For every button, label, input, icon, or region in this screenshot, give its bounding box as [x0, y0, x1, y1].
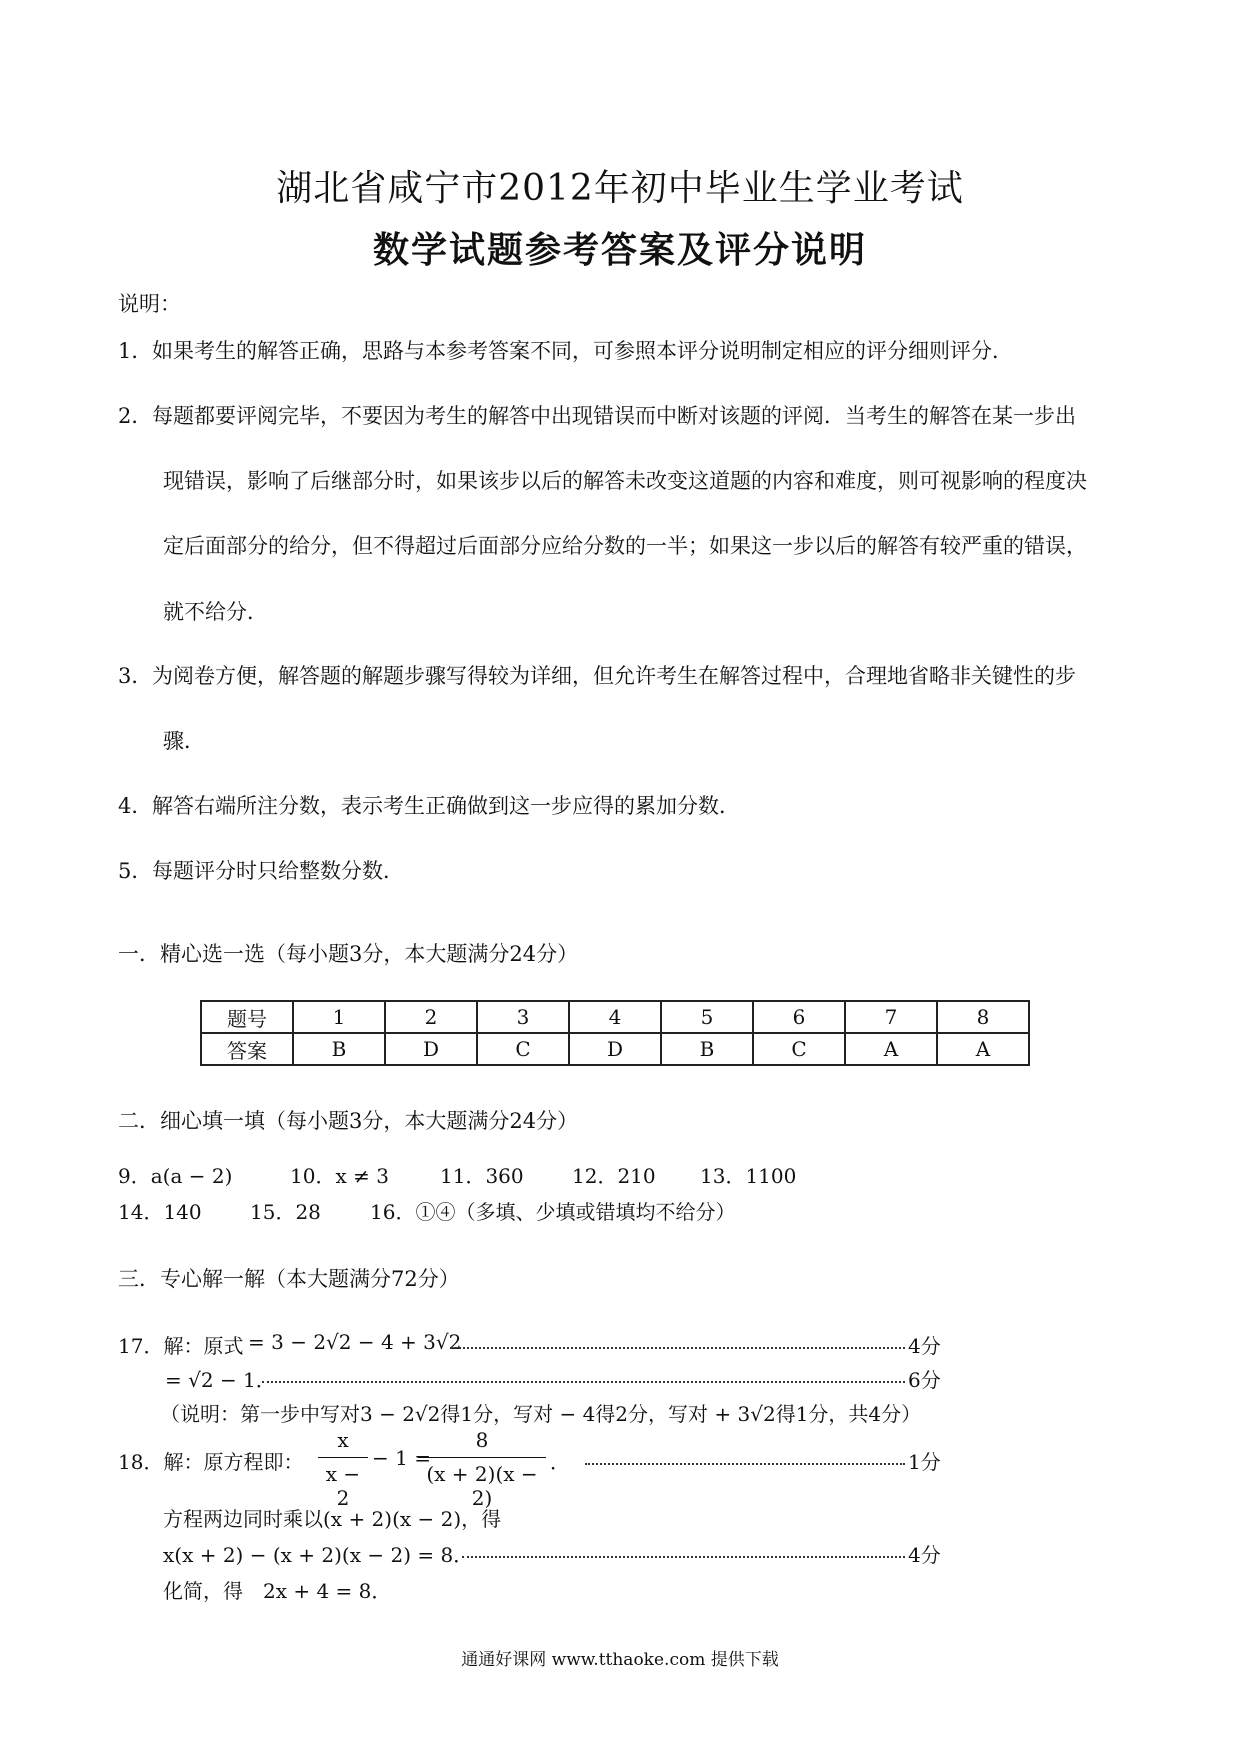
- section2-heading: 二．细心填一填（每小题3分，本大题满分24分）: [118, 1109, 579, 1133]
- q18-fraction1-bar: [318, 1457, 368, 1458]
- fill-answer-11: 11．360: [440, 1164, 524, 1188]
- q17-leader-dots-1: [450, 1347, 905, 1349]
- page-subtitle: 数学试题参考答案及评分说明: [372, 229, 867, 271]
- q17-leader-dots-2: [262, 1381, 905, 1383]
- q18-end-mark: ．: [550, 1450, 570, 1474]
- fill-answer-12: 12．210: [572, 1164, 656, 1188]
- q17-step1: = 3 − 2√2 − 4 + 3√2: [248, 1330, 462, 1354]
- q18-step4: 化简，得 2x + 4 = 8．: [163, 1579, 392, 1603]
- note-1-number: 1．: [118, 339, 153, 363]
- q18-score-1: 1分: [908, 1450, 941, 1474]
- section3-heading: 三．专心解一解（本大题满分72分）: [118, 1267, 460, 1291]
- note-5-text: 每题评分时只给整数分数．: [152, 859, 404, 883]
- question-number-cell: 6: [753, 1001, 845, 1033]
- note-3-line-1: 为阅卷方便，解答题的解题步骤写得较为详细，但允许考生在解答过程中，合理地省略非关键性的步: [152, 664, 1076, 688]
- note-2-line-1: 每题都要评阅完毕，不要因为考生的解答中出现错误而中断对该题的评阅．当考生的解答在某一步出: [152, 404, 1076, 428]
- footer-source: 通通好课网 www.tthaoke.com 提供下载: [461, 1650, 779, 1670]
- question-number-cell: 5: [661, 1001, 753, 1033]
- fill-answer-9: 9．a(a − 2): [118, 1164, 233, 1188]
- fill-answer-15: 15．28: [250, 1200, 321, 1224]
- q18-score-3: 4分: [908, 1543, 941, 1567]
- answer-table-answer-row: [201, 1033, 1029, 1065]
- note-2-number: 2．: [118, 404, 153, 428]
- q18-fraction2-denominator: (x + 2)(x − 2): [426, 1462, 538, 1510]
- page-title: 湖北省咸宁市2012年初中毕业生学业考试: [276, 168, 964, 209]
- q17-label: 17．解：原式: [118, 1334, 244, 1358]
- answer-cell: B: [293, 1033, 385, 1065]
- note-4-text: 解答右端所注分数，表示考生正确做到这一步应得的累加分数．: [152, 794, 740, 818]
- fill-answer-13: 13．1100: [700, 1164, 797, 1188]
- q18-middle: − 1 =: [372, 1446, 431, 1470]
- note-1-text: 如果考生的解答正确，思路与本参考答案不同，可参照本评分说明制定相应的评分细则评分．: [152, 339, 1013, 363]
- q18-leader-dots-1: [585, 1463, 905, 1465]
- question-number-cell: 4: [569, 1001, 661, 1033]
- question-number-cell: 7: [845, 1001, 937, 1033]
- answer-cell: D: [385, 1033, 477, 1065]
- row-label-number: 题号: [201, 1001, 293, 1033]
- answer-cell: A: [845, 1033, 937, 1065]
- answer-cell: B: [661, 1033, 753, 1065]
- q18-leader-dots-3: [462, 1556, 905, 1558]
- fill-answer-16: 16．①④（多填、少填或错填均不给分）: [370, 1200, 736, 1224]
- question-number-cell: 3: [477, 1001, 569, 1033]
- answer-table-number-row: [201, 1001, 1029, 1033]
- note-2-line-4: 就不给分．: [163, 600, 268, 624]
- answer-cell: C: [753, 1033, 845, 1065]
- q17-note: （说明：第一步中写对3 − 2√2得1分，写对 − 4得2分，写对 + 3√2得1分，共4分）: [160, 1402, 922, 1426]
- answer-table: [200, 1000, 1030, 1066]
- note-2-line-3: 定后面部分的给分，但不得超过后面部分应给分数的一半；如果这一步以后的解答有较严重的错误，: [163, 534, 1087, 558]
- answer-cell: C: [477, 1033, 569, 1065]
- q18-fraction1-denominator: x − 2: [325, 1462, 361, 1510]
- section1-heading: 一．精心选一选（每小题3分，本大题满分24分）: [118, 942, 579, 966]
- fill-answer-10: 10．x ≠ 3: [290, 1164, 389, 1188]
- fill-answer-14: 14．140: [118, 1200, 202, 1224]
- q18-fraction2-numerator: 8: [475, 1428, 489, 1452]
- question-number-cell: 8: [937, 1001, 1029, 1033]
- row-label-answer: 答案: [201, 1033, 293, 1065]
- note-4-number: 4．: [118, 794, 153, 818]
- note-3-line-2: 骤．: [163, 729, 205, 753]
- q17-score-2: 6分: [908, 1368, 941, 1392]
- question-number-cell: 1: [293, 1001, 385, 1033]
- answer-cell: D: [569, 1033, 661, 1065]
- notes-heading: 说明：: [118, 292, 181, 316]
- q18-fraction1-numerator: x: [337, 1428, 349, 1452]
- q17-step2: = √2 − 1．: [165, 1368, 276, 1392]
- q18-step3: x(x + 2) − (x + 2)(x − 2) = 8．: [163, 1543, 474, 1567]
- answer-cell: A: [937, 1033, 1029, 1065]
- q18-fraction2-bar: [418, 1457, 546, 1458]
- q17-score-1: 4分: [908, 1334, 941, 1358]
- note-5-number: 5．: [118, 859, 153, 883]
- q18-step2: 方程两边同时乘以(x + 2)(x − 2)，得: [163, 1507, 502, 1531]
- question-number-cell: 2: [385, 1001, 477, 1033]
- q18-label: 18．解：原方程即：: [118, 1450, 304, 1474]
- note-2-line-2: 现错误，影响了后继部分时，如果该步以后的解答未改变这道题的内容和难度，则可视影响的程度决: [163, 469, 1087, 493]
- note-3-number: 3．: [118, 664, 153, 688]
